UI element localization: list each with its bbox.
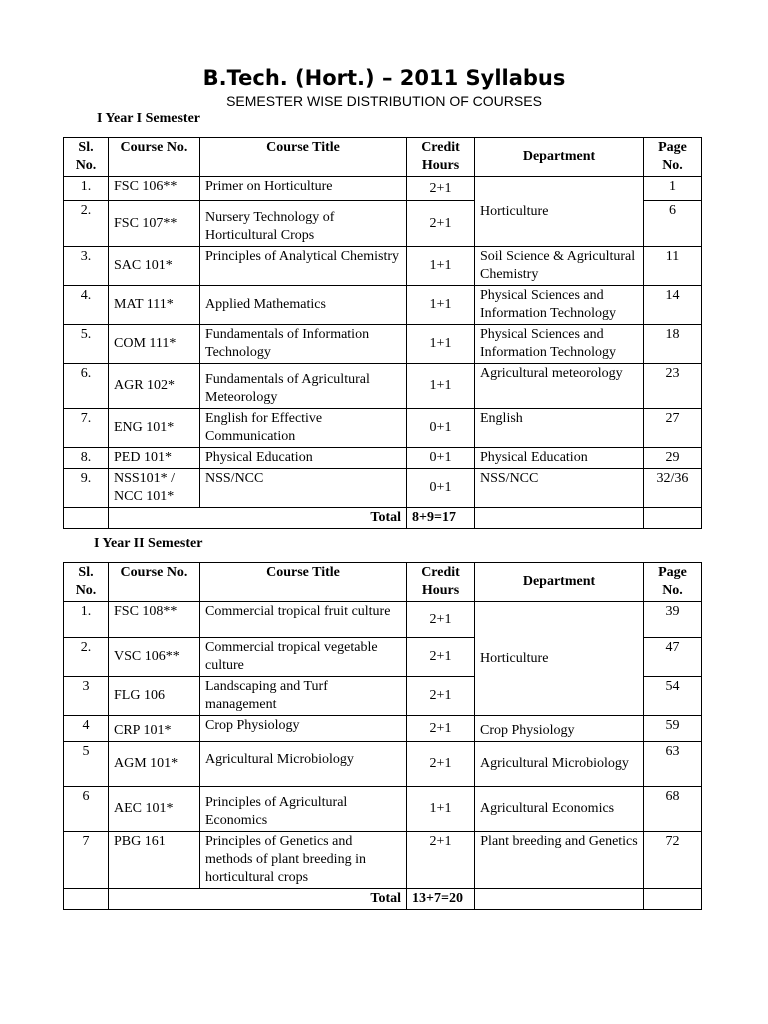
course-no-cell: PBG 161 xyxy=(109,832,200,889)
page-cell: 47 xyxy=(644,638,702,677)
department-cell: Agricultural meteorology xyxy=(475,364,644,409)
document-subtitle: SEMESTER WISE DISTRIBUTION OF COURSES xyxy=(226,93,542,109)
sl-cell: 4. xyxy=(64,286,109,325)
course-no-cell: FSC 107** xyxy=(109,201,200,247)
header-page: Page No. xyxy=(644,563,702,602)
credit-cell: 1+1 xyxy=(407,787,475,832)
course-no-cell: AGM 101* xyxy=(109,742,200,787)
course-no-cell: ENG 101* xyxy=(109,409,200,448)
sl-cell: 6 xyxy=(64,787,109,832)
credit-cell: 0+1 xyxy=(407,448,475,469)
course-title-cell: English for Effective Communication xyxy=(200,409,407,448)
page-cell: 1 xyxy=(644,177,702,201)
table-header-row xyxy=(64,563,702,602)
semester-1-table xyxy=(63,137,702,529)
department-cell: Physical Sciences and Information Technology xyxy=(475,325,644,364)
course-title-cell: Principles of Analytical Chemistry xyxy=(200,247,407,286)
department-cell: Soil Science & Agricultural Chemistry xyxy=(475,247,644,286)
course-title-cell: Commercial tropical vegetable culture xyxy=(200,638,407,677)
course-title-cell: Crop Physiology xyxy=(200,716,407,742)
table-row xyxy=(64,742,702,787)
course-no-cell: VSC 106** xyxy=(109,638,200,677)
table-row xyxy=(64,716,702,742)
page-cell: 29 xyxy=(644,448,702,469)
sl-cell: 5. xyxy=(64,325,109,364)
sl-cell: 1. xyxy=(64,177,109,201)
total-value: 13+7=20 xyxy=(407,889,475,910)
document-title: B.Tech. (Hort.) – 2011 Syllabus xyxy=(202,66,566,90)
sl-cell: 7 xyxy=(64,832,109,889)
table-header-row xyxy=(64,138,702,177)
header-page: Page No. xyxy=(644,138,702,177)
header-course-no: Course No. xyxy=(109,138,200,177)
department-cell: Horticulture xyxy=(475,177,644,247)
header-course-title: Course Title xyxy=(200,563,407,602)
table-row xyxy=(64,832,702,889)
semester-2-table xyxy=(63,562,702,910)
header-course-no: Course No. xyxy=(109,563,200,602)
credit-cell: 2+1 xyxy=(407,742,475,787)
table-row xyxy=(64,247,702,286)
credit-cell: 1+1 xyxy=(407,247,475,286)
sl-cell: 8. xyxy=(64,448,109,469)
course-title-cell: Primer on Horticulture xyxy=(200,177,407,201)
course-no-cell: COM 111* xyxy=(109,325,200,364)
total-label: Total xyxy=(109,889,407,910)
department-cell: Crop Physiology xyxy=(475,716,644,742)
credit-cell: 1+1 xyxy=(407,325,475,364)
credit-cell: 2+1 xyxy=(407,201,475,247)
header-credit: Credit Hours xyxy=(407,563,475,602)
header-course-title: Course Title xyxy=(200,138,407,177)
credit-cell: 2+1 xyxy=(407,602,475,638)
credit-cell: 2+1 xyxy=(407,716,475,742)
department-cell: English xyxy=(475,409,644,448)
course-title-cell: Agricultural Microbiology xyxy=(200,742,407,787)
sl-cell: 3. xyxy=(64,247,109,286)
credit-cell: 0+1 xyxy=(407,409,475,448)
course-no-cell: MAT 111* xyxy=(109,286,200,325)
course-title-cell: Fundamentals of Agricultural Meteorology xyxy=(200,364,407,409)
department-cell: NSS/NCC xyxy=(475,469,644,508)
page-cell: 18 xyxy=(644,325,702,364)
course-no-cell: CRP 101* xyxy=(109,716,200,742)
course-title-cell: Landscaping and Turf management xyxy=(200,677,407,716)
credit-cell: 1+1 xyxy=(407,364,475,409)
table-row xyxy=(64,602,702,638)
course-no-cell: FSC 106** xyxy=(109,177,200,201)
table-row xyxy=(64,177,702,201)
department-cell: Agricultural Economics xyxy=(475,787,644,832)
credit-cell: 1+1 xyxy=(407,286,475,325)
page-cell: 54 xyxy=(644,677,702,716)
page-cell: 14 xyxy=(644,286,702,325)
department-cell: Physical Education xyxy=(475,448,644,469)
page-cell: 63 xyxy=(644,742,702,787)
department-cell: Horticulture xyxy=(475,602,644,716)
credit-cell: 2+1 xyxy=(407,832,475,889)
sl-cell: 7. xyxy=(64,409,109,448)
semester-1-heading: I Year I Semester xyxy=(97,111,201,126)
page-cell: 23 xyxy=(644,364,702,409)
credit-cell: 2+1 xyxy=(407,638,475,677)
sl-cell: 2. xyxy=(64,638,109,677)
sl-cell: 9. xyxy=(64,469,109,508)
credit-cell: 0+1 xyxy=(407,469,475,508)
course-title-cell: Principles of Genetics and methods of plant breeding in horticultural crops xyxy=(200,832,407,889)
page-cell: 32/36 xyxy=(644,469,702,508)
page-cell: 11 xyxy=(644,247,702,286)
page-cell: 6 xyxy=(644,201,702,247)
course-title-cell: Physical Education xyxy=(200,448,407,469)
sl-cell: 1. xyxy=(64,602,109,638)
course-title-cell: Nursery Technology of Horticultural Crops xyxy=(200,201,407,247)
course-no-cell: SAC 101* xyxy=(109,247,200,286)
total-label: Total xyxy=(109,508,407,529)
course-no-cell: FLG 106 xyxy=(109,677,200,716)
total-row xyxy=(64,889,702,910)
course-no-cell: FSC 108** xyxy=(109,602,200,638)
sl-cell: 4 xyxy=(64,716,109,742)
course-no-cell: NSS101* / NCC 101* xyxy=(109,469,200,508)
header-credit: Credit Hours xyxy=(407,138,475,177)
total-value: 8+9=17 xyxy=(407,508,475,529)
header-sl: Sl. No. xyxy=(64,563,109,602)
course-title-cell: Commercial tropical fruit culture xyxy=(200,602,407,638)
page-cell: 27 xyxy=(644,409,702,448)
department-cell: Agricultural Microbiology xyxy=(475,742,644,787)
credit-cell: 2+1 xyxy=(407,177,475,201)
table-row xyxy=(64,286,702,325)
department-cell: Physical Sciences and Information Technology xyxy=(475,286,644,325)
table-row xyxy=(64,787,702,832)
course-title-cell: Fundamentals of Information Technology xyxy=(200,325,407,364)
header-department: Department xyxy=(475,563,644,602)
table-row xyxy=(64,325,702,364)
page-cell: 39 xyxy=(644,602,702,638)
sl-cell: 6. xyxy=(64,364,109,409)
department-cell: Plant breeding and Genetics xyxy=(475,832,644,889)
sl-cell: 3 xyxy=(64,677,109,716)
sl-cell: 5 xyxy=(64,742,109,787)
semester-2-heading: I Year II Semester xyxy=(94,536,203,551)
header-sl: Sl. No. xyxy=(64,138,109,177)
header-department: Department xyxy=(475,138,644,177)
page-cell: 72 xyxy=(644,832,702,889)
total-row xyxy=(64,508,702,529)
course-title-cell: Applied Mathematics xyxy=(200,286,407,325)
table-row xyxy=(64,469,702,508)
sl-cell: 2. xyxy=(64,201,109,247)
course-no-cell: PED 101* xyxy=(109,448,200,469)
course-no-cell: AGR 102* xyxy=(109,364,200,409)
course-no-cell: AEC 101* xyxy=(109,787,200,832)
page-cell: 59 xyxy=(644,716,702,742)
course-title-cell: NSS/NCC xyxy=(200,469,407,508)
table-row xyxy=(64,448,702,469)
page-cell: 68 xyxy=(644,787,702,832)
table-row xyxy=(64,364,702,409)
course-title-cell: Principles of Agricultural Economics xyxy=(200,787,407,832)
credit-cell: 2+1 xyxy=(407,677,475,716)
table-row xyxy=(64,409,702,448)
